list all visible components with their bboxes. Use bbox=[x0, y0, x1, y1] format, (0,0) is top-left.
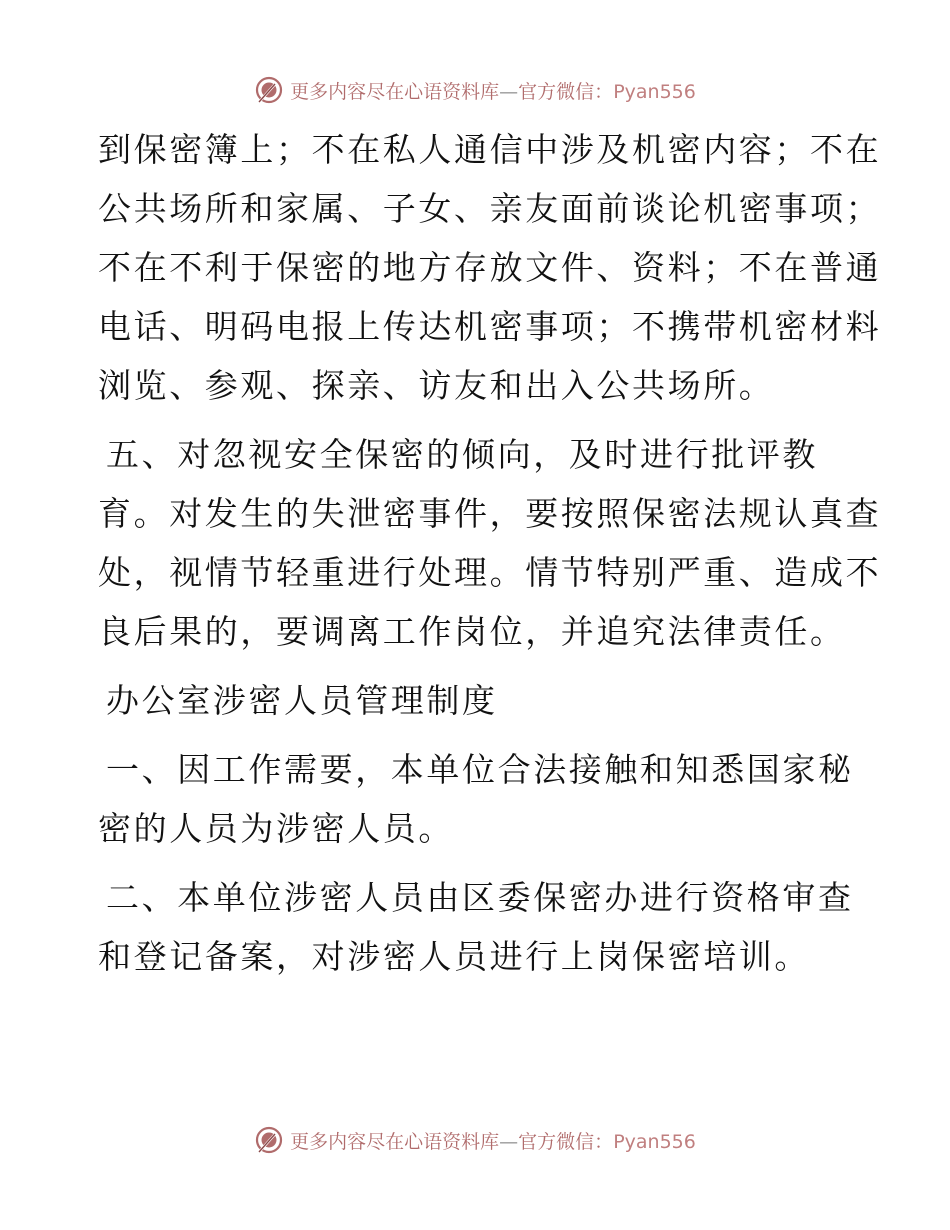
paragraph-item-two bbox=[98, 868, 858, 986]
watermark-handle: Pyan556 bbox=[613, 1130, 696, 1153]
watermark-separator: — bbox=[499, 80, 519, 103]
text-line: 公共场所和家属、子女、亲友面前谈论机密事项； bbox=[98, 189, 882, 228]
text-line: 育。对发生的失泄密事件，要按照保密法规认真查 bbox=[98, 494, 882, 533]
text-line: 良后果的，要调离工作岗位，并追究法律责任。 bbox=[98, 612, 846, 651]
paragraph-item-five bbox=[98, 425, 882, 661]
heading-text: 办公室涉密人员管理制度 bbox=[106, 681, 498, 720]
text-line: 处，视情节轻重进行处理。情节特别严重、造成不 bbox=[98, 553, 882, 592]
text-line: 密的人员为涉密人员。 bbox=[98, 809, 454, 848]
document-body bbox=[98, 120, 882, 996]
seal-pen-icon bbox=[254, 75, 284, 105]
watermark-brand: 更多内容尽在心语资料库 bbox=[290, 1130, 500, 1153]
paragraph-item-one bbox=[98, 740, 858, 858]
text-line: 浏览、参观、探亲、访友和出入公共场所。 bbox=[98, 366, 775, 405]
text-line: 五、对忽视安全保密的倾向，及时进行批评教 bbox=[106, 435, 818, 474]
text-line: 不在不利于保密的地方存放文件、资料；不在普通 bbox=[98, 248, 882, 287]
section-heading bbox=[98, 671, 858, 730]
watermark-brand: 更多内容尽在心语资料库 bbox=[290, 80, 500, 103]
seal-pen-icon bbox=[254, 1125, 284, 1155]
header-watermark bbox=[0, 70, 950, 110]
text-line: 一、因工作需要，本单位合法接触和知悉国家秘 bbox=[106, 750, 854, 789]
watermark-wechat-label: 官方微信： bbox=[518, 80, 614, 103]
text-line: 二、本单位涉密人员由区委保密办进行资格审查 bbox=[106, 878, 854, 917]
paragraph-confidential-conduct bbox=[98, 120, 882, 415]
watermark-wechat-label: 官方微信： bbox=[518, 1130, 614, 1153]
watermark-handle: Pyan556 bbox=[613, 80, 696, 103]
text-line: 和登记备案，对涉密人员进行上岗保密培训。 bbox=[98, 937, 810, 976]
text-line: 到保密簿上；不在私人通信中涉及机密内容；不在 bbox=[98, 130, 882, 169]
watermark-separator: — bbox=[499, 1130, 519, 1153]
footer-watermark bbox=[0, 1120, 950, 1160]
text-line: 电话、明码电报上传达机密事项；不携带机密材料 bbox=[98, 307, 882, 346]
